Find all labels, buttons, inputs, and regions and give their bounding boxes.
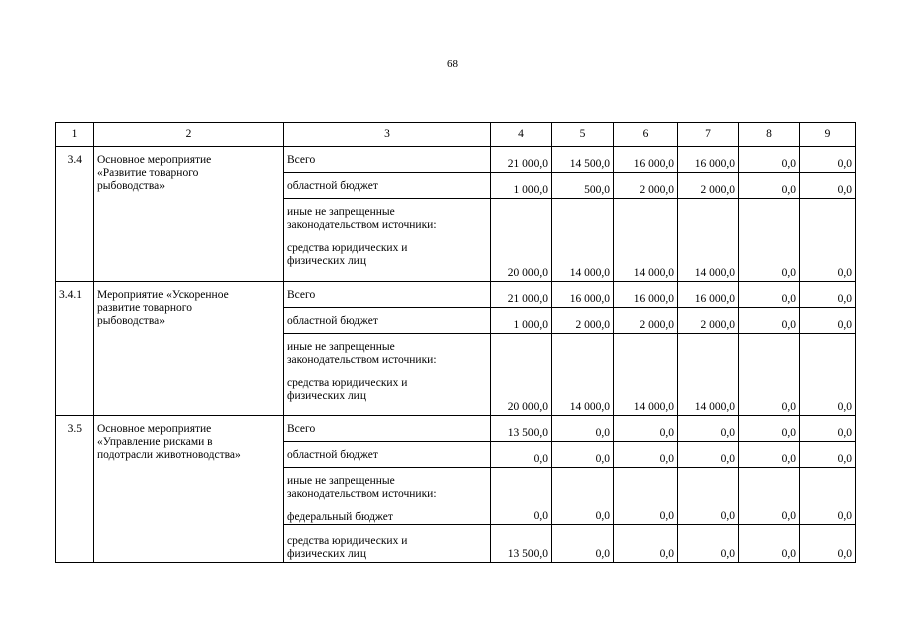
- page-number: 68: [447, 58, 458, 70]
- value-cell: 16 000,0: [678, 147, 739, 173]
- value-cell: 0,0: [800, 282, 856, 308]
- header-cell: 6: [614, 123, 678, 147]
- value-cell: 0,0: [800, 442, 856, 468]
- value-cell: 0,0: [678, 442, 739, 468]
- value-cell: 0,0: [739, 147, 800, 173]
- header-cell: 1: [56, 123, 94, 147]
- value-cell: 0,0: [614, 442, 678, 468]
- funding-source: иные не запрещенные законодательством источники: средства юридических и физических лиц: [284, 199, 491, 282]
- value-cell: 0,0: [800, 468, 856, 525]
- value-cell: 13 500,0: [491, 416, 552, 442]
- section-code: 3.4.1: [56, 282, 94, 416]
- value-cell: 14 000,0: [614, 199, 678, 282]
- value-cell: 21 000,0: [491, 282, 552, 308]
- value-cell: 14 000,0: [678, 334, 739, 416]
- value-cell: 0,0: [739, 442, 800, 468]
- header-row: [56, 123, 856, 147]
- header-cell: 3: [284, 123, 491, 147]
- funding-source: иные не запрещенные законодательством источники: средства юридических и физических лиц: [284, 334, 491, 416]
- value-cell: 0,0: [739, 282, 800, 308]
- funding-source: Всего: [284, 147, 491, 173]
- funding-source: областной бюджет: [284, 308, 491, 334]
- section-code: 3.5: [56, 416, 94, 563]
- value-cell: 16 000,0: [678, 282, 739, 308]
- header-cell: 9: [800, 123, 856, 147]
- value-cell: 0,0: [678, 525, 739, 563]
- value-cell: 0,0: [491, 468, 552, 525]
- value-cell: 14 000,0: [678, 199, 739, 282]
- value-cell: 20 000,0: [491, 199, 552, 282]
- value-cell: 2 000,0: [678, 173, 739, 199]
- value-cell: 1 000,0: [491, 308, 552, 334]
- value-cell: 0,0: [614, 525, 678, 563]
- value-cell: 14 000,0: [552, 334, 614, 416]
- value-cell: 0,0: [739, 173, 800, 199]
- value-cell: 21 000,0: [491, 147, 552, 173]
- value-cell: 0,0: [491, 442, 552, 468]
- table-row: [56, 416, 856, 442]
- value-cell: 0,0: [552, 525, 614, 563]
- funding-source: областной бюджет: [284, 442, 491, 468]
- section-name: Мероприятие «Ускоренное развитие товарного рыбоводства»: [94, 282, 284, 416]
- value-cell: 0,0: [800, 525, 856, 563]
- header-cell: 2: [94, 123, 284, 147]
- value-cell: 0,0: [614, 416, 678, 442]
- funding-source: Всего: [284, 282, 491, 308]
- section-name: Основное мероприятие «Развитие товарного рыбоводства»: [94, 147, 284, 282]
- value-cell: 0,0: [552, 416, 614, 442]
- value-cell: 0,0: [800, 308, 856, 334]
- funding-source: иные не запрещенные законодательством источники: федеральный бюджет: [284, 468, 491, 525]
- header-cell: 4: [491, 123, 552, 147]
- value-cell: 2 000,0: [614, 308, 678, 334]
- funding-table: [55, 122, 856, 563]
- funding-source: областной бюджет: [284, 173, 491, 199]
- section-code: 3.4: [56, 147, 94, 282]
- value-cell: 0,0: [678, 468, 739, 525]
- value-cell: 0,0: [552, 442, 614, 468]
- value-cell: 14 000,0: [614, 334, 678, 416]
- value-cell: 1 000,0: [491, 173, 552, 199]
- value-cell: 2 000,0: [552, 308, 614, 334]
- funding-source: средства юридических и физических лиц: [284, 525, 491, 563]
- value-cell: 0,0: [614, 468, 678, 525]
- value-cell: 0,0: [678, 416, 739, 442]
- header-cell: 7: [678, 123, 739, 147]
- value-cell: 0,0: [800, 416, 856, 442]
- value-cell: 14 000,0: [552, 199, 614, 282]
- value-cell: 2 000,0: [614, 173, 678, 199]
- value-cell: 0,0: [552, 468, 614, 525]
- header-cell: 8: [739, 123, 800, 147]
- value-cell: 14 500,0: [552, 147, 614, 173]
- value-cell: 0,0: [800, 334, 856, 416]
- header-cell: 5: [552, 123, 614, 147]
- value-cell: 16 000,0: [552, 282, 614, 308]
- value-cell: 0,0: [739, 525, 800, 563]
- value-cell: 0,0: [800, 199, 856, 282]
- table-row: [56, 147, 856, 173]
- value-cell: 16 000,0: [614, 282, 678, 308]
- section-name: Основное мероприятие «Управление рисками в подотрасли животноводства»: [94, 416, 284, 563]
- value-cell: 20 000,0: [491, 334, 552, 416]
- value-cell: 500,0: [552, 173, 614, 199]
- value-cell: 0,0: [739, 199, 800, 282]
- value-cell: 0,0: [739, 468, 800, 525]
- value-cell: 0,0: [739, 308, 800, 334]
- funding-source: Всего: [284, 416, 491, 442]
- value-cell: 0,0: [739, 416, 800, 442]
- value-cell: 0,0: [800, 173, 856, 199]
- value-cell: 13 500,0: [491, 525, 552, 563]
- value-cell: 0,0: [739, 334, 800, 416]
- table-row: [56, 282, 856, 308]
- value-cell: 16 000,0: [614, 147, 678, 173]
- value-cell: 0,0: [800, 147, 856, 173]
- value-cell: 2 000,0: [678, 308, 739, 334]
